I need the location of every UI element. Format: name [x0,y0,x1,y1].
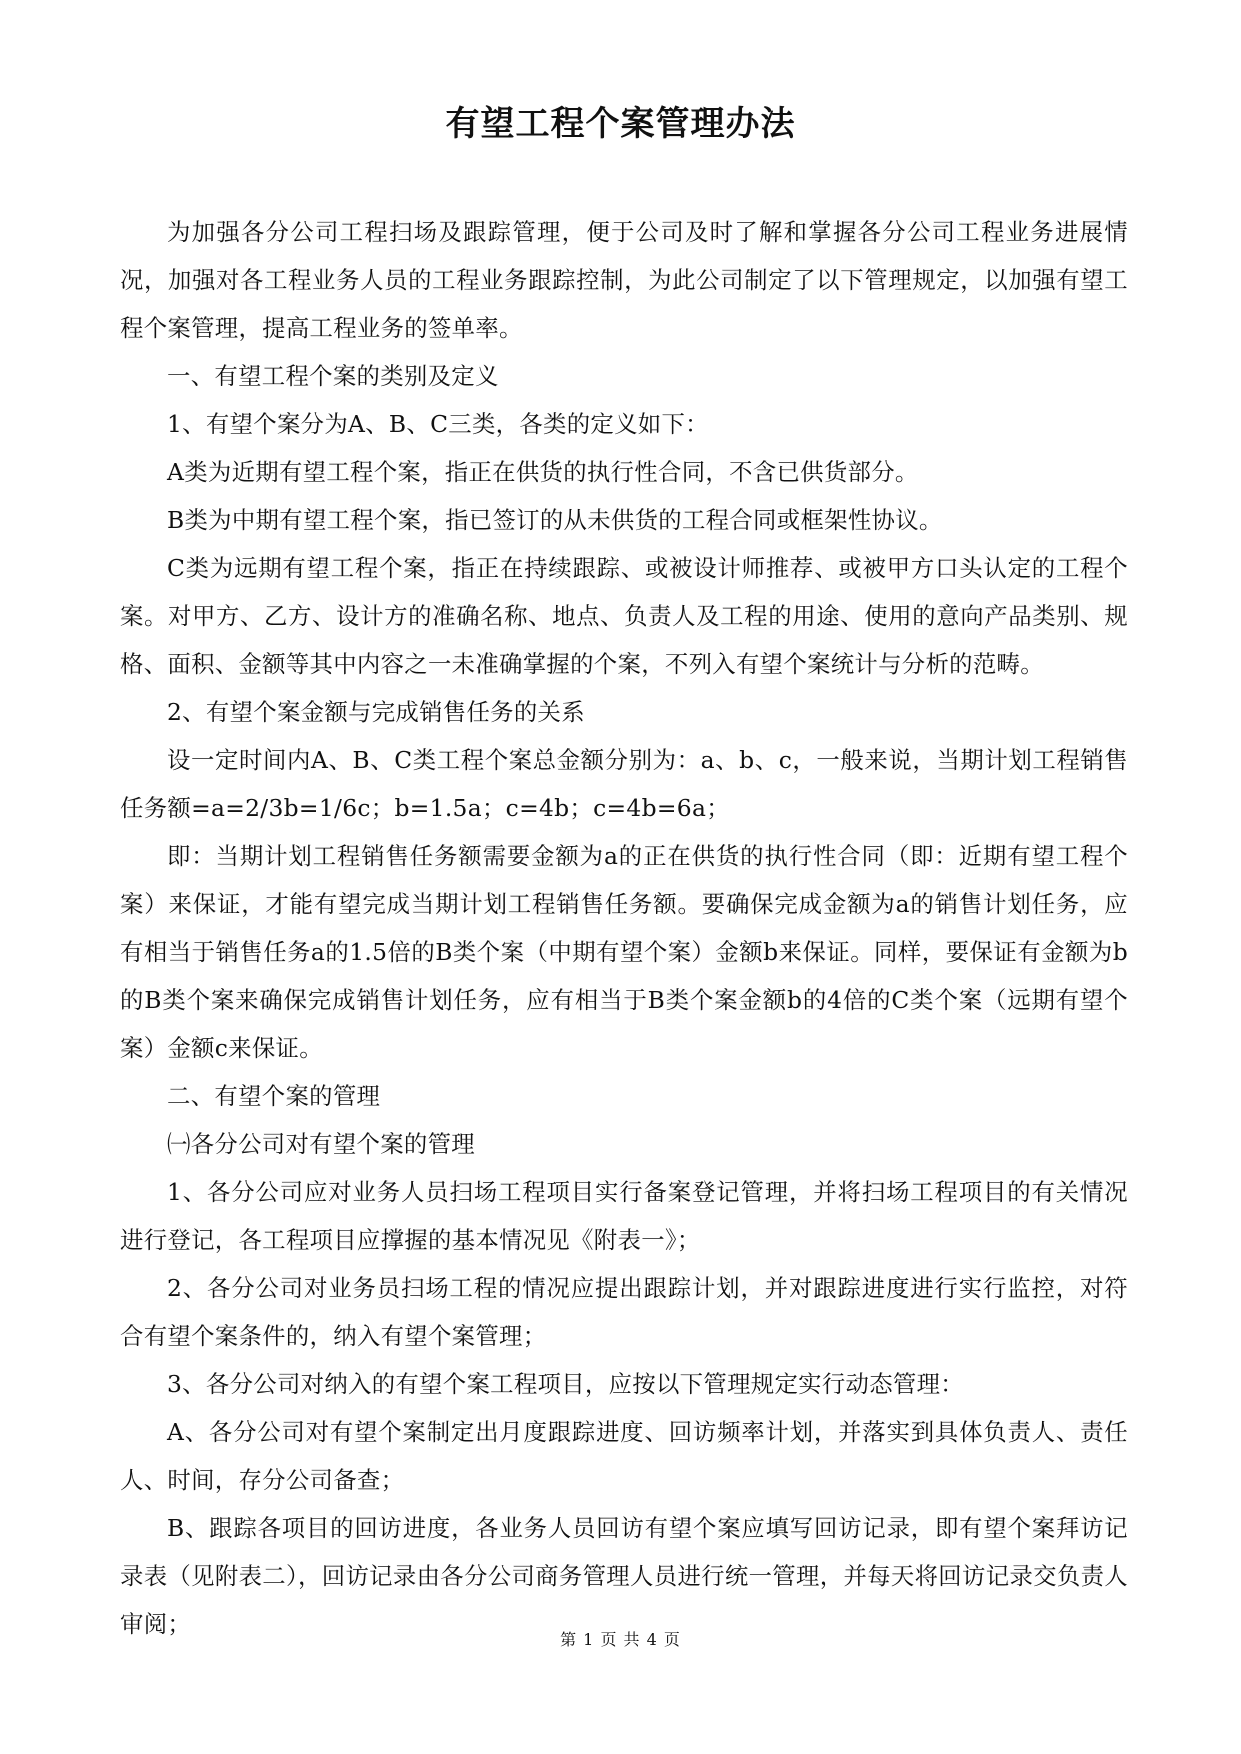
paragraph-rule-1: 1、各分公司应对业务人员扫场工程项目实行备案登记管理，并将扫场工程项目的有关情况进行登记，各工程项目应撑握的基本情况见《附表一》； [120,1178,1128,1254]
paragraph-explanation: 即：当期计划工程销售任务额需要金额为a的正在供货的执行性合同（即：近期有望工程个案）来保证，才能有望完成当期计划工程销售任务额。要确保完成金额为a的销售计划任务，应有相当于销售任务a的1.5倍的B类个案（中期有望个案）金额b来保证。同样，要保证有金额为b的B类个案来确保完成销售计划任务，应有相当于B类个案金额b的4倍的C类个案（远期有望个案）金额c来保证。 [120,842,1128,1062]
paragraph-categories: 1、有望个案分为A、B、C三类，各类的定义如下： [167,410,709,438]
paragraph-rule-3: 3、各分公司对纳入的有望个案工程项目，应按以下管理规定实行动态管理： [167,1370,964,1398]
page-title: 有望工程个案管理办法 [445,104,796,144]
subsection-heading: ㈠各分公司对有望个案的管理 [167,1130,475,1158]
paragraph-category-a: A类为近期有望工程个案，指正在供货的执行性合同，不含已供货部分。 [167,458,919,486]
paragraph-category-b: B类为中期有望工程个案，指已签订的从未供货的工程合同或框架性协议。 [167,506,943,534]
page-footer: 第 1 页 共 4 页 [560,1630,681,1649]
paragraph-category-c: C类为远期有望工程个案，指正在持续跟踪、或被设计师推荐、或被甲方口头认定的工程个案。对甲方、乙方、设计方的准确名称、地点、负责人及工程的用途、使用的意向产品类别、规格、面积、金额等其中内容之一未准确掌握的个案，不列入有望个案统计与分析的范畴。 [120,554,1128,678]
paragraph-rule-2: 2、各分公司对业务员扫场工程的情况应提出跟踪计划，并对跟踪进度进行实行监控，对符合有望个案条件的，纳入有望个案管理； [120,1274,1128,1350]
document-body [120,208,1128,1648]
paragraph-rule-a: A、各分公司对有望个案制定出月度跟踪进度、回访频率计划，并落实到具体负责人、责任人、时间，存分公司备查； [120,1418,1128,1494]
paragraph-rule-b: B、跟踪各项目的回访进度，各业务人员回访有望个案应填写回访记录，即有望个案拜访记录表（见附表二），回访记录由各分公司商务管理人员进行统一管理，并每天将回访记录交负责人审阅； [120,1514,1128,1638]
section-heading-2: 二、有望个案的管理 [167,1082,381,1110]
section-heading-1: 一、有望工程个案的类别及定义 [167,362,499,390]
paragraph-formula: 设一定时间内A、B、C类工程个案总金额分别为：a、b、c，一般来说，当期计划工程销售任务额=a=2/3b=1/6c；b=1.5a；c=4b；c=4b=6a； [120,746,1128,822]
paragraph-intro: 为加强各分公司工程扫场及跟踪管理，便于公司及时了解和掌握各分公司工程业务进展情况，加强对各工程业务人员的工程业务跟踪控制，为此公司制定了以下管理规定，以加强有望工程个案管理，提高工程业务的签单率。 [120,218,1128,342]
subheading-relationship: 2、有望个案金额与完成销售任务的关系 [167,698,585,726]
